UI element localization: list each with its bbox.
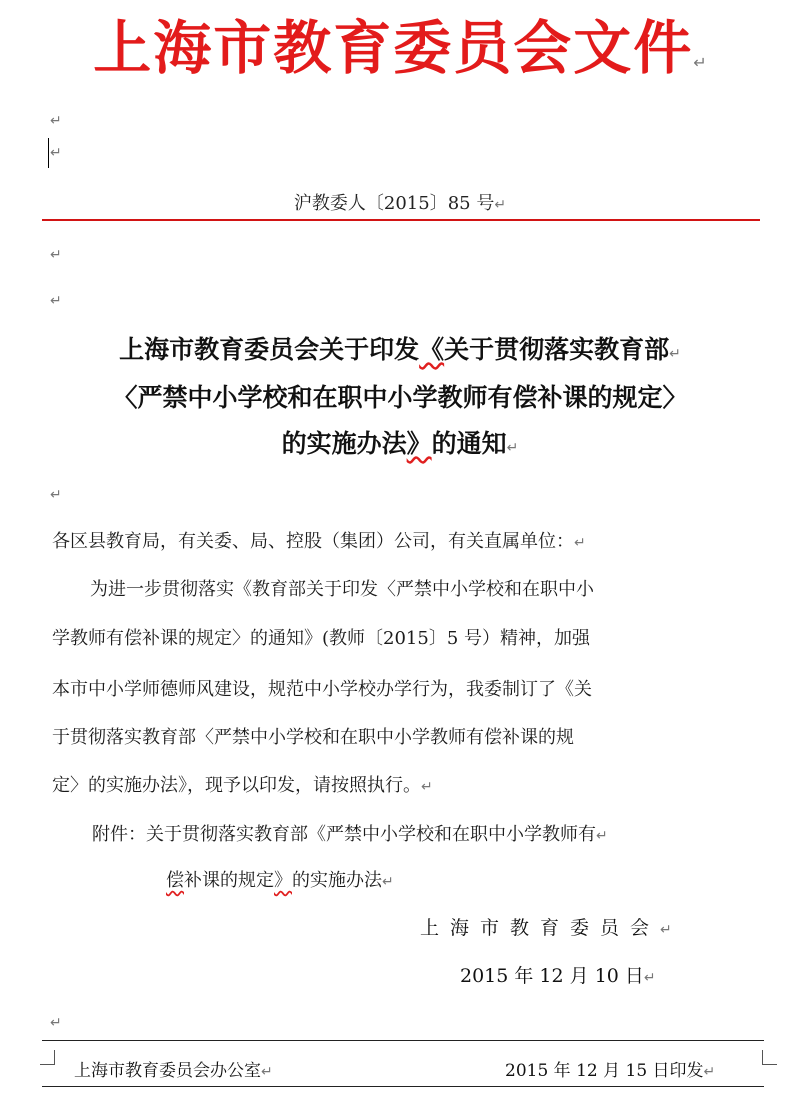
body-paragraph-line-last: 定〉的实施办法》，现予以印发，请按照执行。↵ (52, 775, 433, 796)
document-number: 沪教委人〔2015〕85 号↵ (293, 193, 507, 214)
paragraph-mark: ↵ (50, 145, 62, 161)
attachment-line-1: 附件：关于贯彻落实教育部《严禁中小学校和在职中小学教师有↵ (92, 824, 608, 845)
notice-title-line-2: 〈严禁中小学校和在职中小学教师有偿补课的规定〉 (112, 383, 688, 412)
document-header-title: 上海市教育委员会文件↵ (93, 14, 707, 82)
paragraph-mark: ↵ (660, 922, 672, 938)
text-cursor (48, 138, 49, 168)
signature-date: 2015 年 12 月 10 日↵ (460, 965, 656, 987)
attachment-line-2: 偿补课的规定》的实施办法↵ (166, 870, 394, 891)
footer-top-rule (42, 1040, 764, 1041)
paragraph-mark: ↵ (643, 970, 656, 986)
notice-title-line-3: 的实施办法》的通知↵ (281, 429, 519, 458)
salutation: 各区县教育局，有关委、局、控股（集团）公司，有关直属单位：↵ (52, 531, 586, 552)
body-paragraph-line: 于贯彻落实教育部〈严禁中小学校和在职中小学教师有偿补课的规 (52, 727, 574, 748)
body-paragraph-line: 本市中小学师德师风建设，规范中小学校办学行为，我委制订了《关 (52, 679, 592, 700)
paragraph-mark: ↵ (50, 487, 62, 503)
paragraph-mark: ↵ (421, 779, 433, 795)
footer-bottom-rule (42, 1086, 764, 1087)
red-divider-line (42, 219, 760, 221)
signature-organization: 上海市教育委员会↵ (420, 917, 672, 939)
paragraph-mark: ↵ (669, 346, 681, 362)
paragraph-mark: ↵ (50, 247, 62, 263)
paragraph-mark: ↵ (382, 874, 394, 890)
paragraph-mark: ↵ (494, 197, 507, 213)
paragraph-mark: ↵ (506, 440, 519, 456)
paragraph-mark: ↵ (693, 53, 707, 72)
paragraph-mark: ↵ (50, 293, 62, 309)
footer-issuing-office: 上海市教育委员会办公室↵ (74, 1061, 273, 1081)
paragraph-mark: ↵ (50, 1015, 62, 1031)
paragraph-mark: ↵ (703, 1064, 716, 1080)
paragraph-mark: ↵ (261, 1064, 273, 1080)
notice-title-line-1: 上海市教育委员会关于印发《关于贯彻落实教育部↵ (119, 335, 681, 364)
corner-crop-mark (40, 1050, 55, 1065)
paragraph-mark: ↵ (596, 828, 608, 844)
body-paragraph-line: 学教师有偿补课的规定〉的通知》(教师〔2015〕5 号）精神，加强 (52, 628, 591, 649)
paragraph-mark: ↵ (50, 113, 62, 129)
body-paragraph-line: 为进一步贯彻落实《教育部关于印发〈严禁中小学校和在职中小 (90, 579, 594, 600)
paragraph-mark: ↵ (574, 535, 586, 551)
corner-crop-mark (762, 1050, 777, 1065)
footer-print-date: 2015 年 12 月 15 日印发↵ (505, 1061, 716, 1081)
